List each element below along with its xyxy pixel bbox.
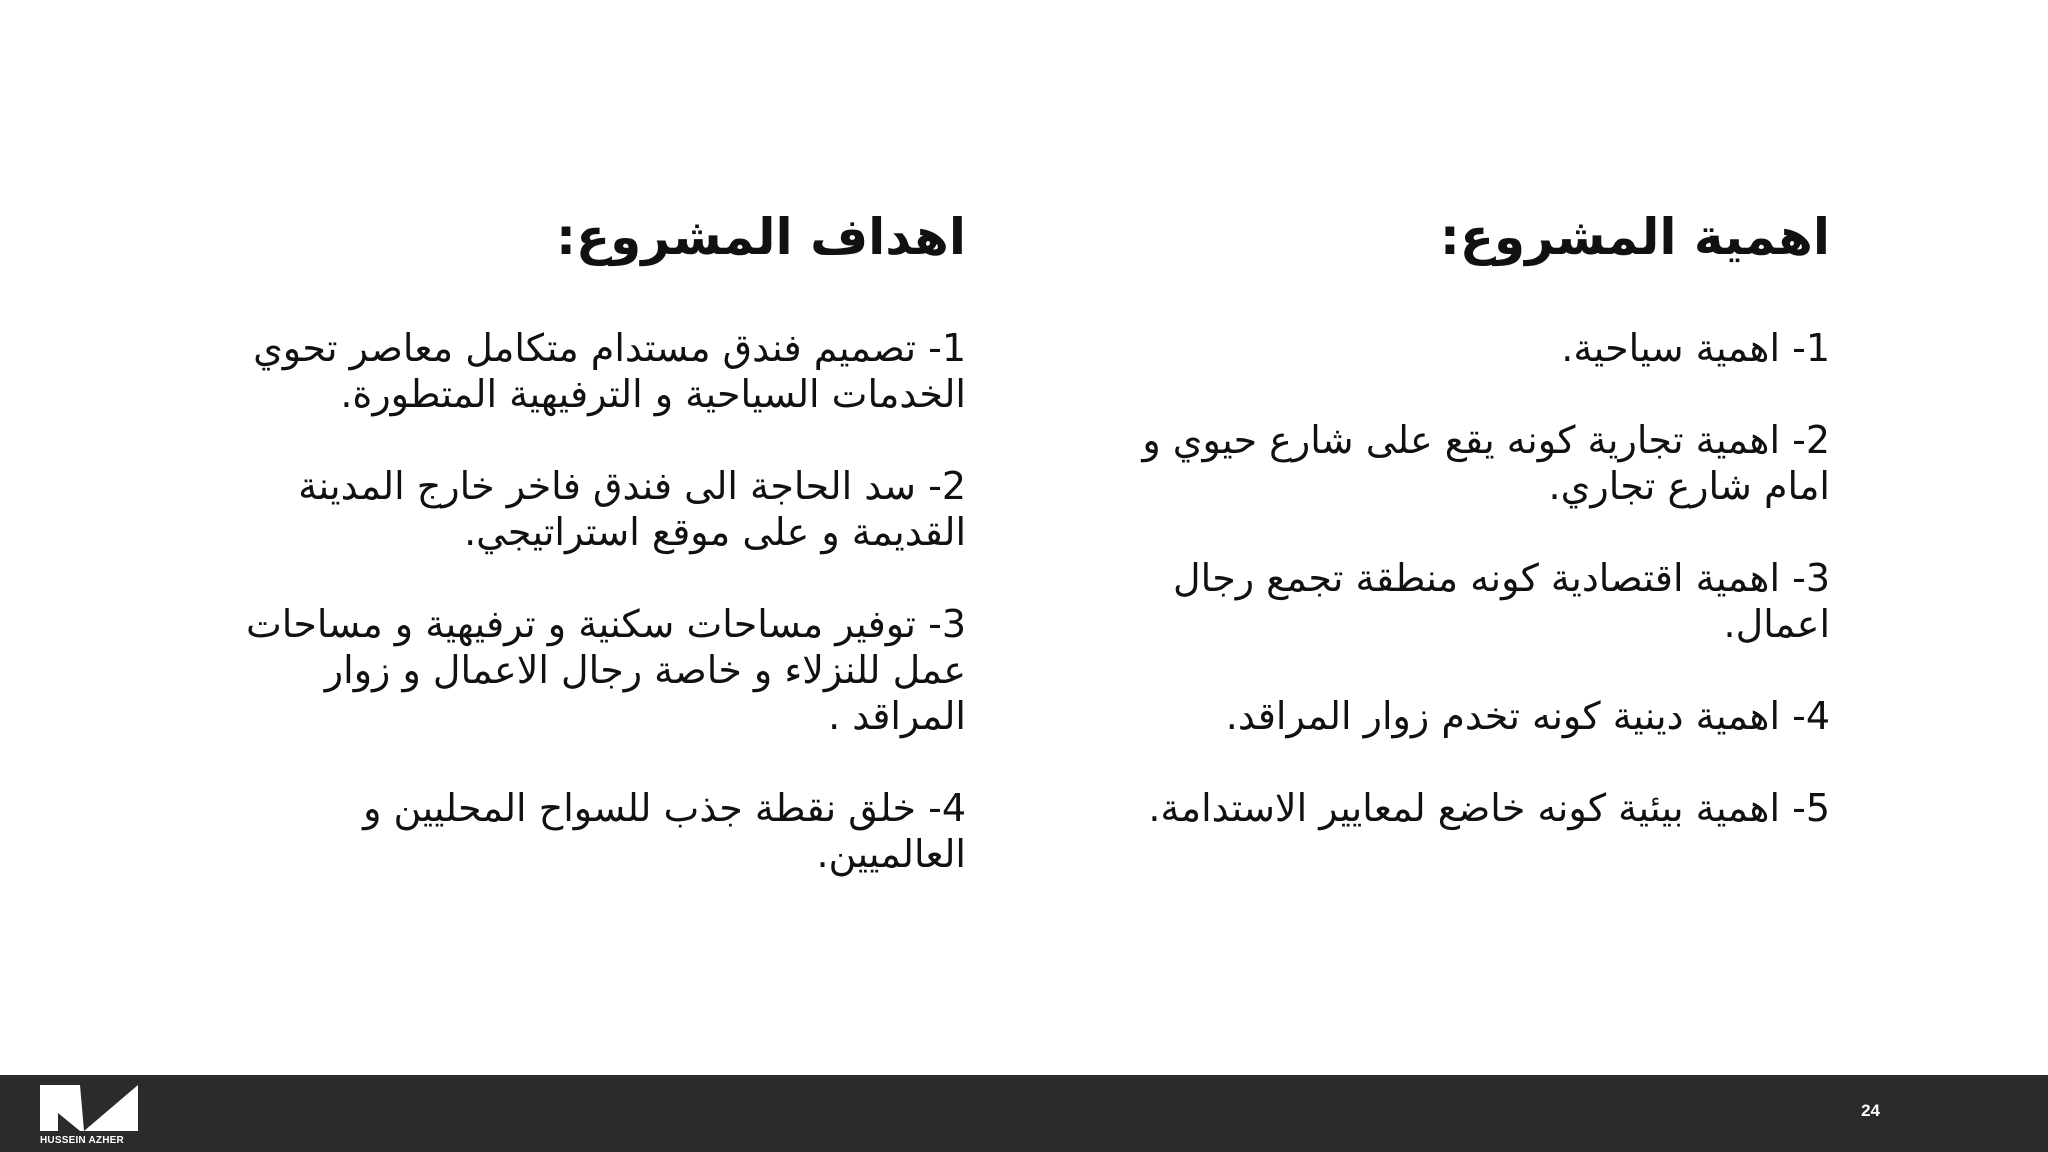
logo-mark-icon	[40, 1083, 144, 1133]
importance-title: اهمية المشروع:	[1439, 208, 1830, 266]
importance-item: 2- اهمية تجارية كونه يقع على شارع حيوي و امام شارع تجاري.	[1142, 418, 1830, 508]
goals-item: 2- سد الحاجة الى فندق فاخر خارج المدينة القديمة و على موقع استراتيجي.	[298, 464, 966, 554]
goals-item: 4- خلق نقطة جذب للسواح المحليين و العالميين.	[363, 786, 966, 876]
project-importance-section	[1090, 205, 1830, 877]
importance-item: 5- اهمية بيئية كونه خاضع لمعايير الاستدامة.	[1148, 786, 1830, 830]
importance-item: 3- اهمية اقتصادية كونه منطقة تجمع رجال اعمال.	[1173, 556, 1830, 646]
importance-item: 4- اهمية دينية كونه تخدم زوار المراقد.	[1225, 694, 1830, 738]
importance-item: 1- اهمية سياحية.	[1561, 326, 1830, 370]
goals-title: اهداف المشروع:	[556, 208, 966, 266]
footer-bar	[0, 1075, 2048, 1152]
goals-item: 1- تصميم فندق مستدام متكامل معاصر تحوي الخدمات السياحية و الترفيهية المتطورة.	[253, 326, 966, 416]
brand-logo	[40, 1083, 144, 1149]
page-number: 24	[1861, 1101, 1880, 1120]
project-goals-section	[240, 205, 966, 923]
goals-item: 3- توفير مساحات سكنية و ترفيهية و مساحات عمل للنزلاء و خاصة رجال الاعمال و زوار المراقد .	[246, 602, 966, 738]
logo-text: HUSSEIN AZHER	[40, 1135, 124, 1146]
